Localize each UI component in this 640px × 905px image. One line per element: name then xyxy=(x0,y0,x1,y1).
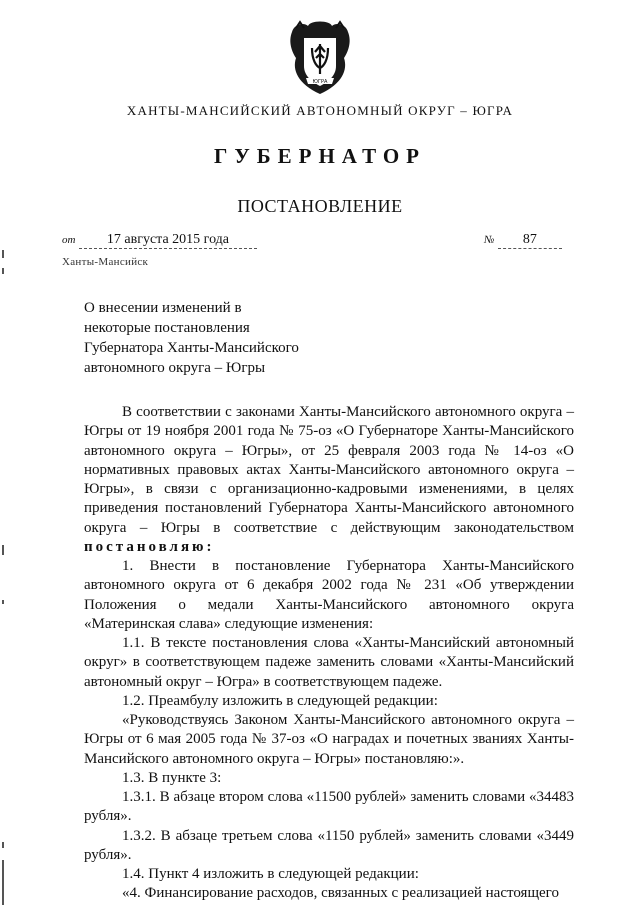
decree-type-heading: ПОСТАНОВЛЕНИЕ xyxy=(237,196,403,216)
paragraph-1-4: 1.4. Пункт 4 изложить в следующей редакции: xyxy=(122,866,419,882)
scan-edge-marks xyxy=(2,0,5,905)
governor-heading: ГУБЕРНАТОР xyxy=(213,144,427,168)
subject-line: автономного округа – Югры xyxy=(84,360,266,376)
subject-line: некоторые постановления xyxy=(84,320,250,336)
preamble-paragraph xyxy=(84,403,574,557)
decree-number-line xyxy=(484,232,562,249)
paragraph-1-1: 1.1. В тексте постановления слова «Ханты-Мансийский автономный округ» в соответствующем падеже заменить словами «Ханты-Мансийский автономный округ – Югра» в соответствующем падеже. xyxy=(84,635,574,690)
paragraph-1: 1. Внести в постановление Губернатора Ханты-Мансийского автономного округа от 6 декабря 2002 года № 231 «Об утверждении Положения о медали Ханты-Мансийского автономного округа «Материнская слава» следующие изменения: xyxy=(84,558,574,632)
paragraph-1-3-1: 1.3.1. В абзаце втором слова «11500 рублей» заменить словами «34483 рубля». xyxy=(84,789,574,825)
resolve-word: постановляю: xyxy=(84,538,215,555)
paragraph-1-4-quote: «4. Финансирование расходов, связанных с реализацией настоящего xyxy=(122,885,559,902)
coat-of-arms-emblem xyxy=(282,18,358,98)
paragraph-1-3: 1.3. В пункте 3: xyxy=(122,769,222,786)
paragraph-1-2-quote: «Руководствуясь Законом Ханты-Мансийского автономного округа – Югры от 6 мая 2005 года № 37-оз «О наградах и почетных званиях Ханты-Мансийского автономного округа – Югры» постановляю:». xyxy=(84,712,574,767)
paragraph-1-3-2: 1.3.2. В абзаце третьем слова «1150 рублей» заменить словами «3449 рубля». xyxy=(84,827,574,863)
subject-line: Губернатора Ханты-Мансийского xyxy=(84,340,299,356)
preamble-text: В соответствии с законами Ханты-Мансийского автономного округа – Югры от 19 ноября 2001 года № 75-оз «О Губернаторе Ханты-Мансийского автономного округа – Югры», от 25 февраля 2003 года № 14-оз «О нормативных правовых актах Ханты-Мансийского автономного округа – Югры», в связи с организационно-кадровыми изменениями, в целях приведения постановлений Губернатора Ханты-Мансийского автономного округа – Югры в соответствие с действующим законодательством xyxy=(84,404,574,536)
decree-date: 17 августа 2015 года xyxy=(79,232,257,249)
number-prefix: № xyxy=(484,234,495,246)
svg-text:ЮГРА: ЮГРА xyxy=(312,79,328,85)
paragraph-1-2: 1.2. Преамбулу изложить в следующей редакции: xyxy=(122,692,438,709)
issue-city: Ханты-Мансийск xyxy=(62,256,149,268)
decree-body xyxy=(84,403,574,904)
decree-date-line xyxy=(62,232,257,249)
region-name: ХАНТЫ-МАНСИЙСКИЙ АВТОНОМНЫЙ ОКРУГ – ЮГРА xyxy=(126,103,514,118)
date-prefix: от xyxy=(62,234,76,246)
subject-line: О внесении изменений в xyxy=(84,300,242,316)
decree-number: 87 xyxy=(498,232,562,249)
decree-subject xyxy=(84,298,344,378)
